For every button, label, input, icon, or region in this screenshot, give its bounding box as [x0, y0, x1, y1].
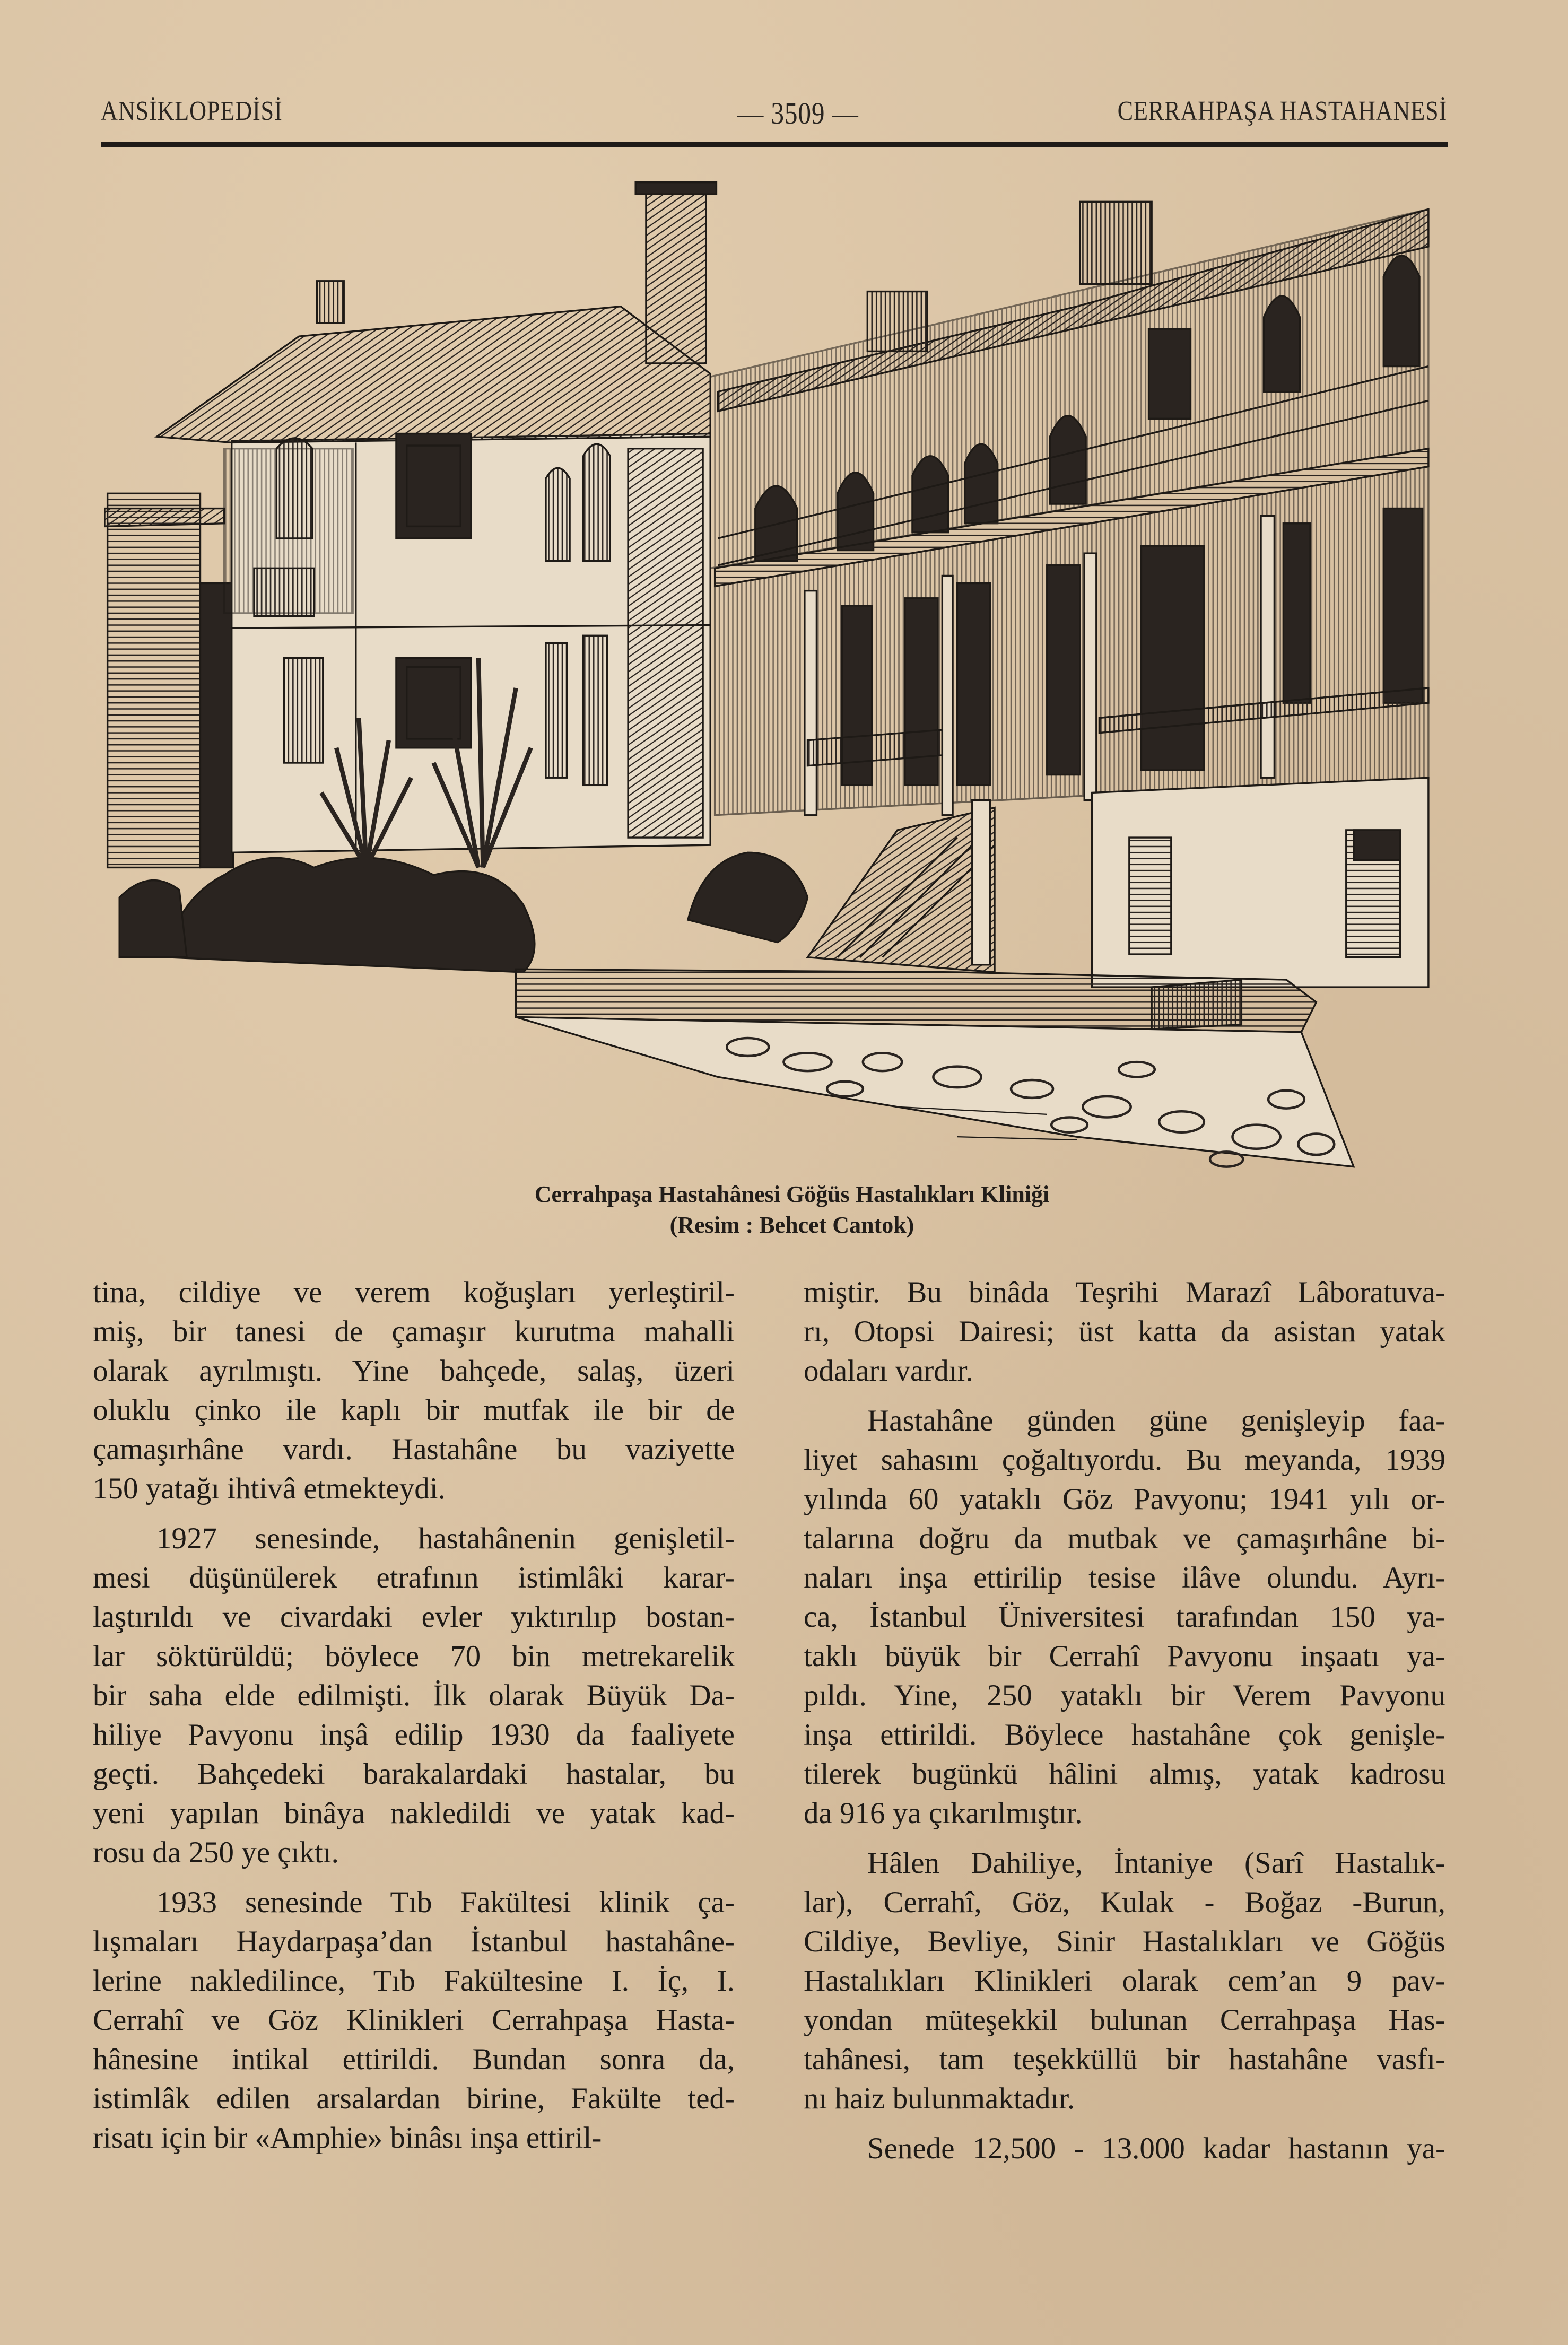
illustration-credit: (Resim : Behcet Cantok)	[669, 1212, 914, 1238]
text-line: lar), Cerrahî, Göz, Kulak - Boğaz -Burun,	[804, 1886, 1445, 1919]
text-line: liyet sahasını çoğaltıyordu. Bu meyanda, 1939	[804, 1443, 1445, 1477]
text-line: risatı için bir «Amphie» binâsı inşa ettiril-	[93, 2121, 602, 2155]
text-line: lerine nakledilince, Tıb Fakültesine I. İç, I.	[93, 1964, 735, 1998]
text-line: talarına doğru da mutbak ve çamaşırhâne bi-	[804, 1522, 1445, 1555]
text-line: 1933 senesinde Tıb Fakültesi klinik ça-	[156, 1886, 735, 1919]
text-line: lar söktürüldü; böylece 70 bin metrekarelik	[93, 1640, 735, 1673]
basement-wall	[1092, 778, 1428, 987]
text-line: mesi düşünülerek etrafının istimlâki karar-	[93, 1561, 735, 1594]
paragraph	[804, 2129, 1445, 2168]
paragraph	[93, 1519, 735, 1872]
text-line: odaları vardır.	[804, 1354, 973, 1388]
left-wing	[157, 182, 717, 853]
text-line: da 916 ya çıkarılmıştır.	[804, 1797, 1083, 1830]
text-line: inşa ettirildi. Böylece hastahâne çok genişle-	[804, 1718, 1445, 1751]
stairs	[808, 800, 995, 972]
paragraph	[804, 1844, 1445, 2119]
text-line: çamaşırhâne vardı. Hastahâne bu vaziyette	[93, 1433, 735, 1466]
text-line: geçti. Bahçedeki barakalardaki hastalar, bu	[93, 1757, 735, 1791]
illustration-caption: Cerrahpaşa Hastahânesi Göğüs Hastalıkları Kliniği	[534, 1181, 1050, 1207]
running-header-right: CERRAHPAŞA HASTAHANESİ	[1117, 96, 1447, 126]
right-column	[804, 1273, 1445, 2179]
text-line: yeni yapılan binâya nakledildi ve yatak kad-	[93, 1797, 735, 1830]
text-line: ca, İstanbul Üniversitesi tarafından 150 ya-	[804, 1600, 1445, 1634]
text-line: Senede 12,500 - 13.000 kadar hastanın ya-	[867, 2132, 1445, 2165]
text-line: miştir. Bu binâda Teşrihi Marazî Lâboratuva-	[804, 1276, 1445, 1309]
text-line: 1927 senesinde, hastahânenin genişletil-	[156, 1522, 735, 1555]
text-line: yondan müteşekkil bulunan Cerrahpaşa Has-	[804, 2003, 1445, 2037]
text-line: oluklu çinko ile kaplı bir mutfak ile bir de	[93, 1393, 735, 1427]
text-line: tahânesi, tam teşekküllü bir hastahâne vasfı-	[804, 2043, 1445, 2076]
text-line: istimlâk edilen arsalardan birine, Fakülte ted-	[93, 2082, 735, 2115]
text-line: Hastahâne günden güne genişleyip faa-	[867, 1404, 1445, 1437]
stone-wall	[516, 969, 1354, 1166]
text-line: nı haiz bulunmaktadır.	[804, 2082, 1075, 2115]
text-line: laştırıldı ve civardaki evler yıktırılıp bostan-	[93, 1600, 735, 1634]
header-rule	[101, 142, 1448, 147]
text-line: rosu da 250 ye çıktı.	[93, 1836, 339, 1869]
text-line: Cildiye, Bevliye, Sinir Hastalıkları ve Göğüs	[804, 1925, 1445, 1958]
page-number: — 3509 —	[737, 96, 859, 130]
paragraph	[93, 1273, 735, 1509]
text-line: olarak ayrılmıştı. Yine bahçede, salaş, üzeri	[93, 1354, 735, 1388]
text-line: 150 yatağı ihtivâ etmekteydi.	[93, 1472, 446, 1505]
text-line: tilerek bugünkü hâlini almış, yatak kadrosu	[804, 1757, 1445, 1791]
text-line: miş, bir tanesi de çamaşır kurutma mahalli	[93, 1315, 735, 1348]
text-line: Cerrahî ve Göz Klinikleri Cerrahpaşa Hasta-	[93, 2003, 735, 2037]
building-illustration	[104, 179, 1436, 1197]
text-line: rı, Otopsi Dairesi; üst katta da asistan yatak	[804, 1315, 1445, 1348]
text-line: tina, cildiye ve verem koğuşları yerleştiril-	[93, 1276, 735, 1309]
text-line: naları inşa ettirilip tesise ilâve olundu. Ayrı-	[804, 1561, 1445, 1594]
running-header-left: ANSİKLOPEDİSİ	[101, 96, 283, 126]
paragraph	[93, 1883, 735, 2158]
paragraph	[804, 1273, 1445, 1391]
text-line: yılında 60 yataklı Göz Pavyonu; 1941 yılı or-	[804, 1483, 1445, 1516]
text-line: hiliye Pavyonu inşâ edilip 1930 da faaliyete	[93, 1718, 735, 1751]
text-line: bir saha elde edilmişti. İlk olarak Büyük Da-	[93, 1679, 735, 1712]
text-line: lışmaları Haydarpaşa’dan İstanbul hastahâne-	[93, 1925, 735, 1958]
text-line: taklı büyük bir Cerrahî Pavyonu inşaatı ya-	[804, 1640, 1445, 1673]
text-line: Hastalıkları Klinikleri olarak cem’an 9 pav-	[804, 1964, 1445, 1998]
left-column	[93, 1273, 735, 2168]
text-line: pıldı. Yine, 250 yataklı bir Verem Pavyonu	[804, 1679, 1445, 1712]
text-line: hânesine intikal ettirildi. Bundan sonra da,	[93, 2043, 735, 2076]
text-line: Hâlen Dahiliye, İntaniye (Sarî Hastalık-	[867, 1846, 1445, 1880]
paragraph	[804, 1401, 1445, 1833]
side-building	[104, 493, 233, 867]
right-wing	[710, 202, 1428, 815]
